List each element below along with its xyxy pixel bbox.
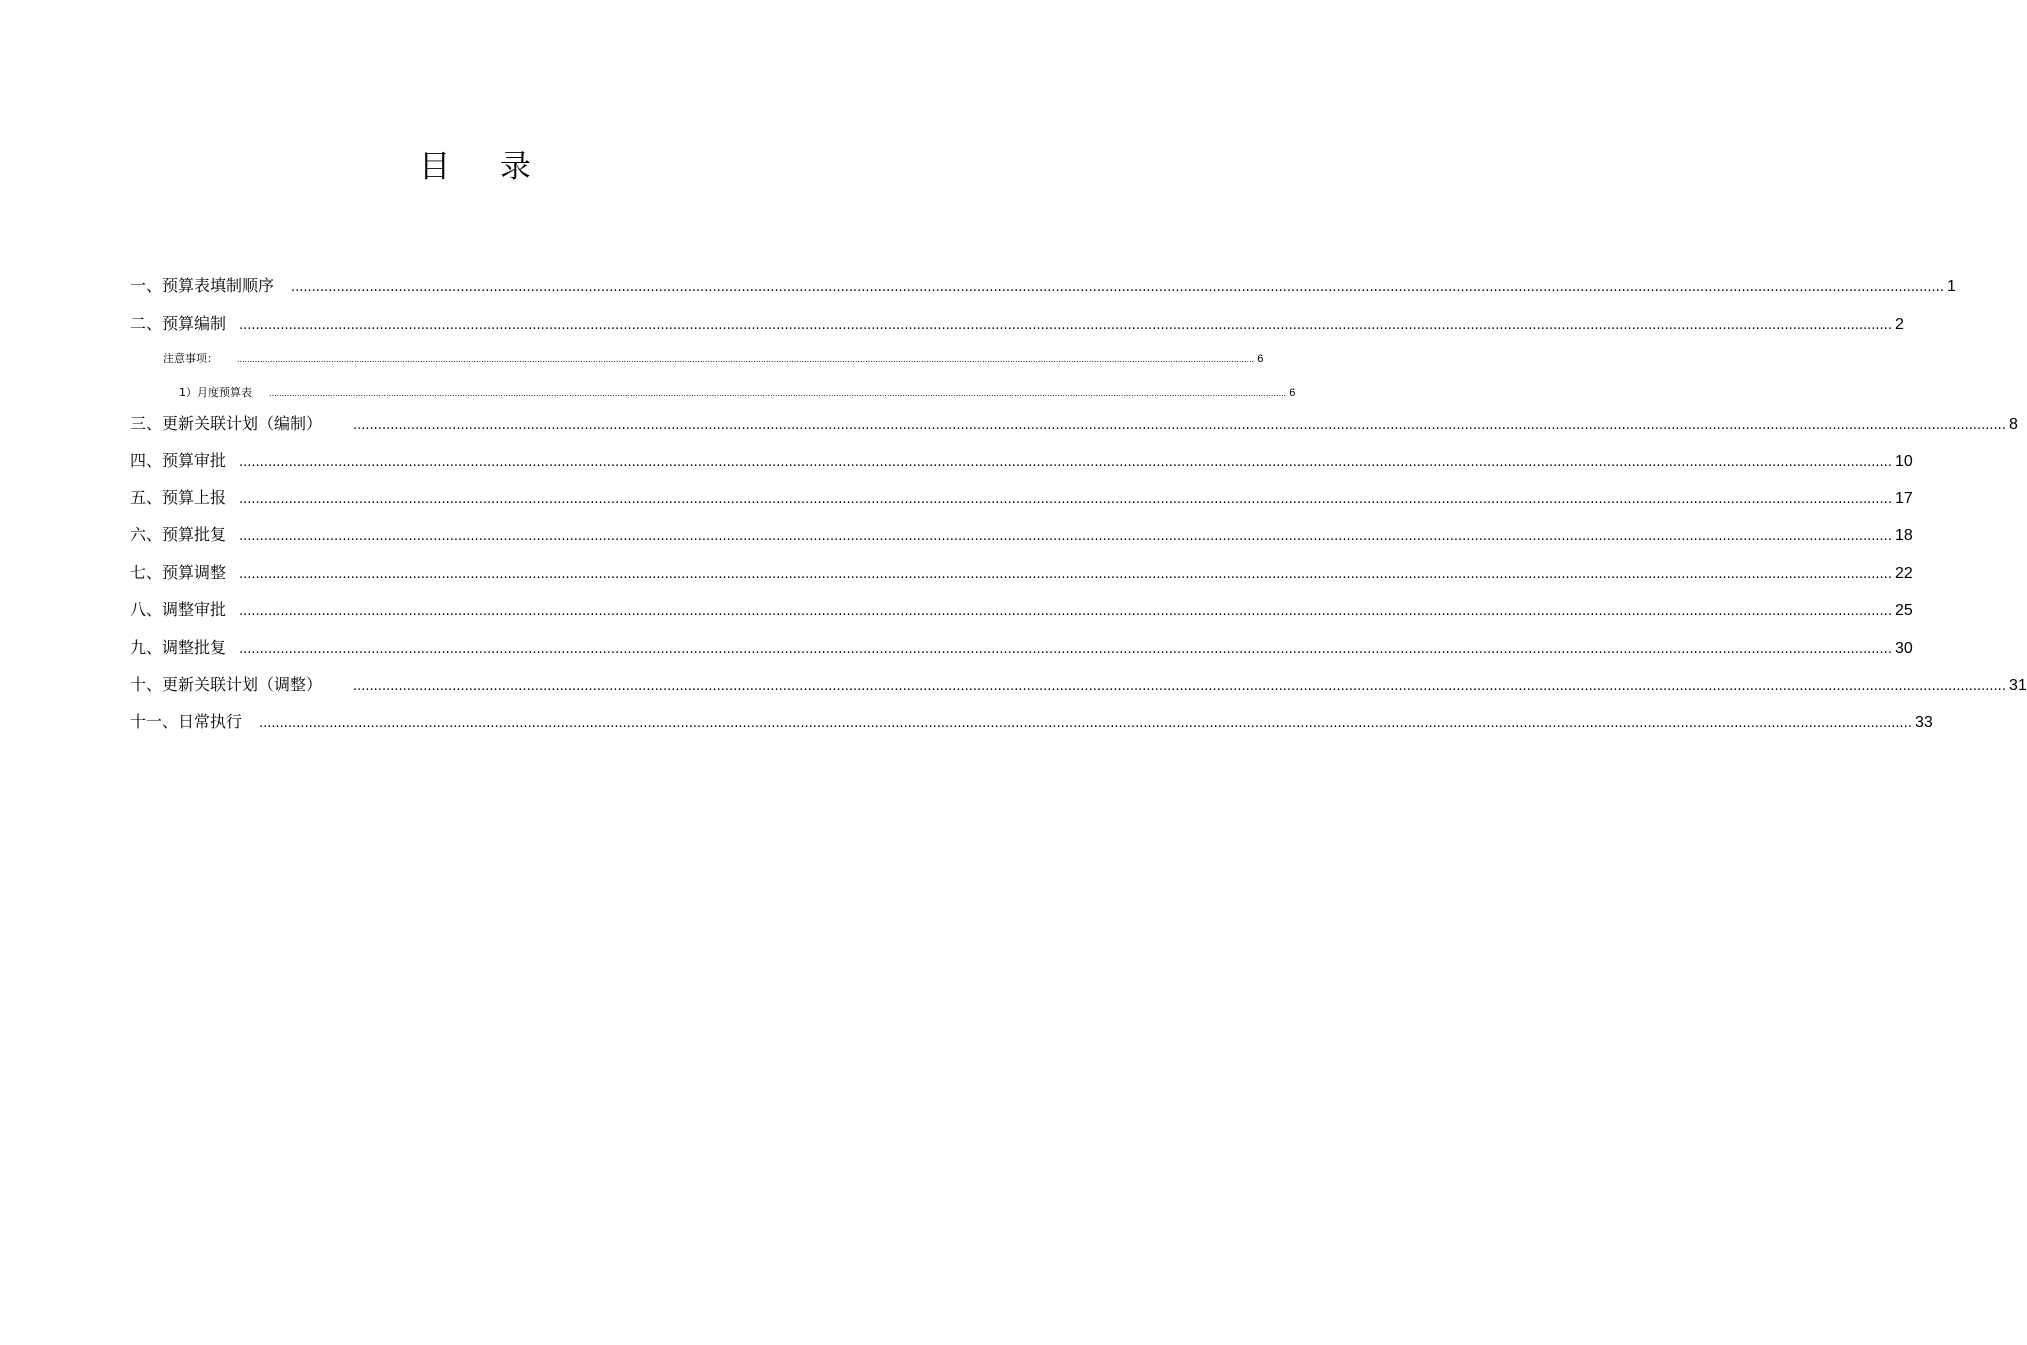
toc-entry-label: 七、预算调整 (130, 563, 227, 582)
toc-entry-label: 二、预算编制 (130, 314, 227, 333)
toc-page-number: 8 (2008, 416, 2018, 433)
toc-leader: ................................................................................................................................................................................................................................................................................................................................................................................................................ (269, 389, 1287, 398)
toc-entry-label: 一、预算表填制顺序 (130, 276, 275, 295)
toc-entry-label: 九、调整批复 (130, 638, 227, 657)
toc-entry-label: 十一、日常执行 (130, 712, 243, 731)
toc-leader: ................................................................................................................................................................................................................................................................................................................................................................................................................ (259, 716, 1912, 731)
toc-leader: ................................................................................................................................................................................................................................................................................................................................................................................................................ (239, 318, 1892, 333)
toc-entry-label: 八、调整审批 (130, 600, 227, 619)
toc-entry[interactable] (130, 487, 1913, 509)
toc-entry[interactable] (130, 674, 2027, 696)
toc-entry-label: 1）月度预算表 (179, 386, 252, 399)
toc-page-number: 1 (1946, 278, 1956, 295)
toc-leader: ................................................................................................................................................................................................................................................................................................................................................................................................................ (353, 418, 2006, 433)
toc-page-number: 10 (1894, 453, 1913, 470)
toc-leader: ................................................................................................................................................................................................................................................................................................................................................................................................................ (239, 529, 1892, 544)
toc-entry[interactable] (130, 711, 1933, 733)
toc-page-number: 18 (1894, 527, 1913, 544)
toc-entry[interactable] (130, 562, 1913, 584)
toc-leader: ................................................................................................................................................................................................................................................................................................................................................................................................................ (239, 604, 1892, 619)
toc-leader: ................................................................................................................................................................................................................................................................................................................................................................................................................ (239, 567, 1892, 582)
toc-entry-label: 十、更新关联计划（调整） (130, 675, 323, 694)
toc-entry-label: 三、更新关联计划（编制） (130, 414, 323, 433)
toc-entry[interactable] (130, 313, 1904, 335)
toc-page-number: 25 (1894, 602, 1913, 619)
toc-page-number: 17 (1894, 490, 1913, 507)
page-title: 目 录 (419, 149, 551, 185)
toc-leader: ................................................................................................................................................................................................................................................................................................................................................................................................................ (291, 280, 1944, 295)
toc-page-number: 31 (2008, 677, 2027, 694)
toc-page-number: 22 (1894, 565, 1913, 582)
toc-page-number: 6 (1257, 353, 1264, 365)
toc-entry[interactable] (130, 275, 1956, 297)
toc-entry[interactable] (179, 385, 1296, 401)
toc-leader: ................................................................................................................................................................................................................................................................................................................................................................................................................ (237, 355, 1255, 364)
toc-entry-label: 六、预算批复 (130, 525, 227, 544)
toc-page-number: 6 (1289, 387, 1296, 399)
toc-leader: ................................................................................................................................................................................................................................................................................................................................................................................................................ (239, 455, 1892, 470)
toc-entry[interactable] (130, 599, 1913, 621)
toc-entry[interactable] (130, 413, 2018, 435)
toc-entry[interactable] (130, 637, 1913, 659)
toc-entry-label: 五、预算上报 (130, 488, 227, 507)
toc-leader: ................................................................................................................................................................................................................................................................................................................................................................................................................ (239, 492, 1892, 507)
toc-page-number: 2 (1894, 316, 1904, 333)
toc-leader: ................................................................................................................................................................................................................................................................................................................................................................................................................ (353, 679, 2006, 694)
toc-leader: ................................................................................................................................................................................................................................................................................................................................................................................................................ (239, 642, 1892, 657)
toc-page-number: 30 (1894, 640, 1913, 657)
toc-entry[interactable] (130, 524, 1913, 546)
toc-page-number: 33 (1914, 714, 1933, 731)
toc-entry[interactable] (130, 450, 1913, 472)
toc-entry-label: 四、预算审批 (130, 451, 227, 470)
toc-entry-label: 注意事项： (163, 352, 218, 365)
toc-entry[interactable] (163, 351, 1264, 367)
